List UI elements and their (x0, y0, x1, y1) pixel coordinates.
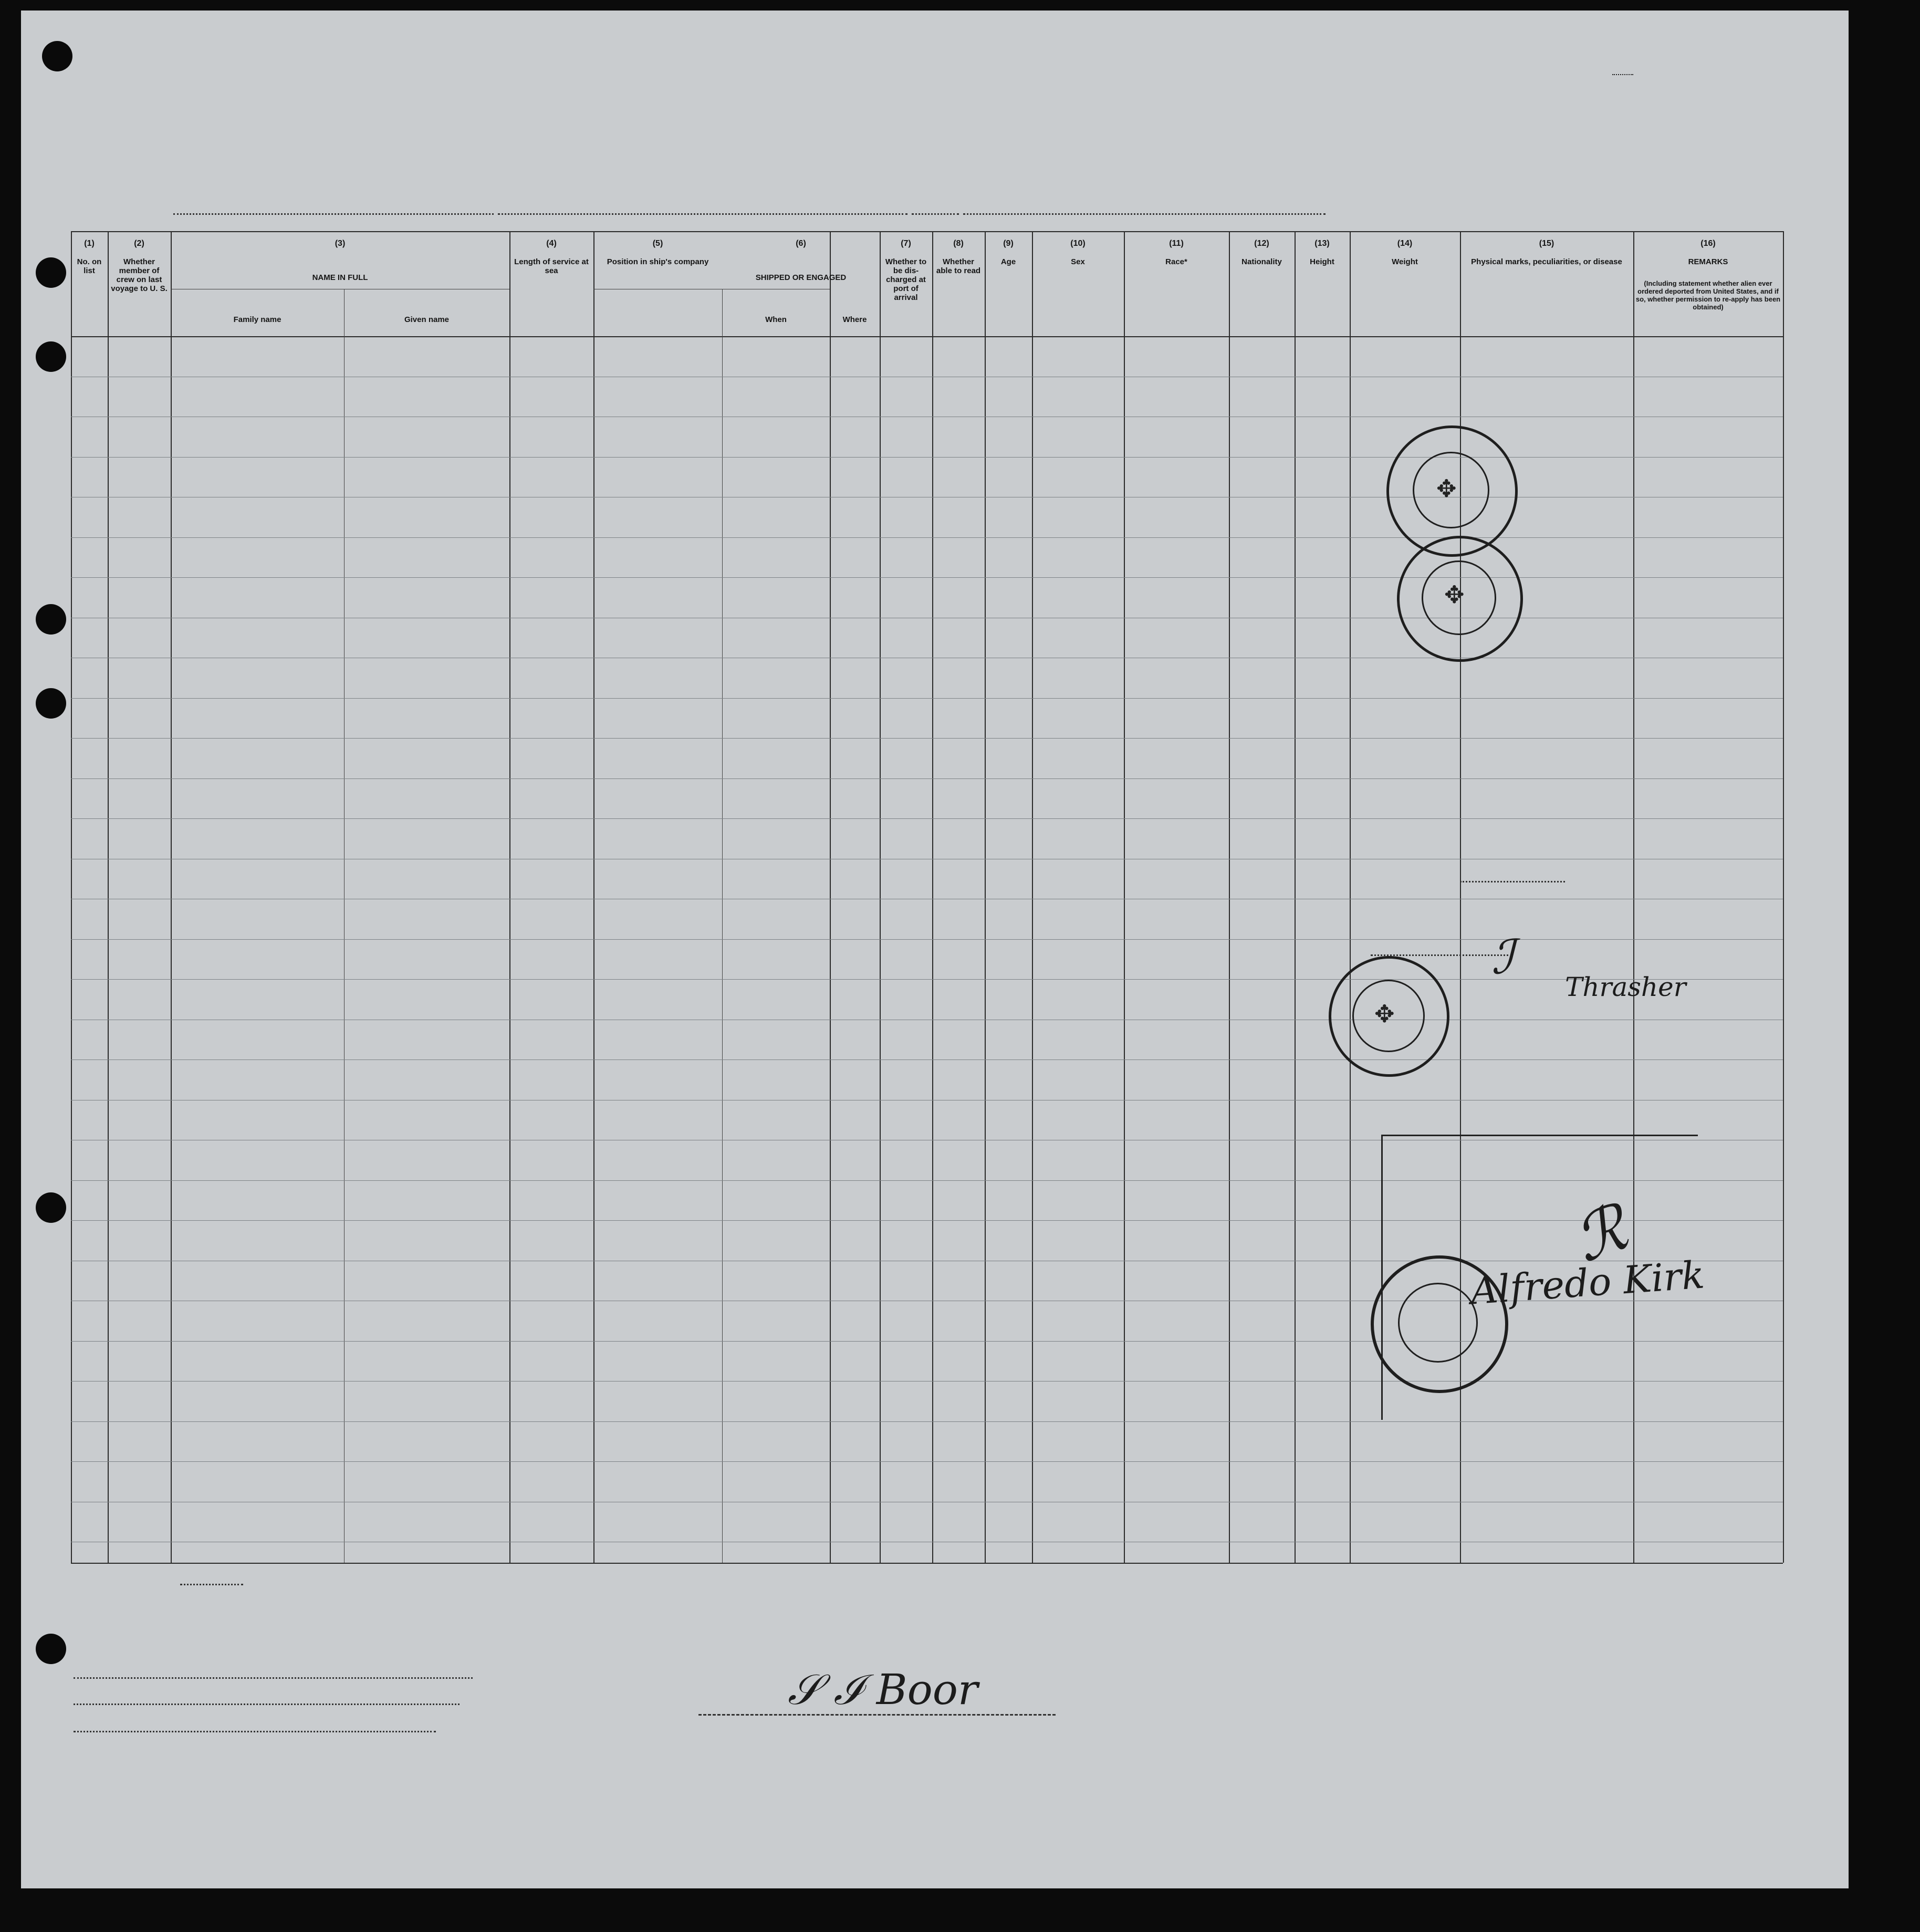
column-header: Race* (1165, 257, 1187, 266)
punch-hole (36, 1634, 66, 1664)
consulate-seal-3 (1329, 956, 1449, 1077)
eagle-icon: ✥ (1444, 581, 1465, 608)
inspector-signature: 𝒮 ℐ Boor (788, 1665, 978, 1714)
closing-stamp (173, 1563, 243, 1591)
row-rule (71, 537, 1783, 538)
column-subheader: Family name (233, 315, 281, 324)
punch-hole (36, 257, 66, 288)
column-number: (6) (796, 239, 806, 248)
agents-field (74, 1724, 436, 1735)
column-number: (15) (1539, 239, 1554, 248)
consulate-seal-2 (1397, 536, 1523, 662)
column-number: (2) (134, 239, 144, 248)
table-column-rule (1350, 231, 1351, 1563)
row-rule (71, 457, 1783, 458)
column-number: (16) (1700, 239, 1716, 248)
vessel-line (173, 200, 1326, 219)
row-rule (71, 778, 1783, 779)
column-subheader: Given name (404, 315, 450, 324)
column-number: (8) (953, 239, 964, 248)
column-header: Height (1310, 257, 1334, 266)
column-header: Physical marks, peculiarities, or disease (1471, 257, 1622, 266)
column-subheader: When (765, 315, 787, 324)
punch-hole (36, 688, 66, 719)
vice-consul-signature: Alfredo Kirk (1469, 1252, 1706, 1313)
table-column-rule (880, 231, 881, 1563)
row-rule (71, 738, 1783, 739)
column-header: Weight (1392, 257, 1418, 266)
owners-field (74, 1697, 460, 1708)
punch-hole (42, 41, 72, 71)
inspector-line (698, 1714, 1056, 1716)
consul-signature: ℐ (1491, 930, 1514, 985)
table-column-rule (509, 231, 510, 1563)
column-number: (7) (901, 239, 911, 248)
column-header: Length of service at sea (514, 257, 589, 275)
column-number: (5) (652, 239, 663, 248)
table-bottom-rule (71, 1563, 1783, 1564)
column-header: SHIPPED OR ENGAGED (755, 273, 847, 282)
column-number: (10) (1070, 239, 1086, 248)
punch-hole (36, 341, 66, 372)
column-number: (12) (1254, 239, 1269, 248)
column-number: (13) (1314, 239, 1330, 248)
column-note: (Including statement whether alien ever ordered deported from United States, and if so, whether permission to re-apply has been obtained) (1635, 279, 1781, 311)
table-column-rule (932, 231, 933, 1563)
column-number: (9) (1003, 239, 1014, 248)
column-number: (4) (546, 239, 557, 248)
manifest-sheet (21, 11, 1849, 1888)
table-column-rule (344, 289, 345, 1563)
column-number: (11) (1169, 239, 1184, 248)
table-column-rule (593, 231, 594, 1563)
table-column-rule (1032, 231, 1033, 1563)
row-rule (71, 1461, 1783, 1462)
table-column-rule (71, 231, 72, 1563)
column-header: NAME IN FULL (312, 273, 368, 282)
table-column-rule (1124, 231, 1125, 1563)
line-field (74, 1670, 473, 1681)
table-column-rule (171, 231, 172, 1563)
punch-hole (36, 1192, 66, 1223)
row-rule (71, 1421, 1783, 1422)
table-column-rule (108, 231, 109, 1563)
column-number: (14) (1397, 239, 1413, 248)
table-column-rule (1229, 231, 1230, 1563)
column-number: (3) (335, 239, 346, 248)
column-number: (1) (84, 239, 95, 248)
eagle-icon: ✥ (1436, 475, 1457, 502)
table-column-rule (830, 231, 831, 1563)
column-header: Whether able to read (936, 257, 981, 275)
consul-signature: Thrasher (1565, 972, 1686, 1002)
table-column-rule (985, 231, 986, 1563)
column-header: Whether member of crew on last voyage to U. S. (111, 257, 168, 293)
vice-consul-signature: ℛ (1564, 1191, 1637, 1277)
table-column-rule (722, 289, 723, 1563)
column-header: Position in ship's company (607, 257, 709, 266)
row-rule (71, 698, 1783, 699)
column-subheader: Where (842, 315, 867, 324)
column-header: No. on list (77, 257, 102, 275)
table-header-rule (71, 336, 1783, 337)
row-rule (71, 577, 1783, 578)
column-header: Nationality (1241, 257, 1282, 266)
table-column-rule (1295, 231, 1296, 1563)
sheet-number (1612, 57, 1633, 74)
column-header: Whether to be dis-charged at port of arrival (885, 257, 927, 302)
table-top-rule (71, 231, 1783, 232)
column-header: Age (1000, 257, 1016, 266)
eagle-icon: ✥ (1374, 1000, 1395, 1027)
column-header: Sex (1071, 257, 1085, 266)
punch-hole (36, 604, 66, 635)
column-header: REMARKS (1688, 257, 1728, 266)
